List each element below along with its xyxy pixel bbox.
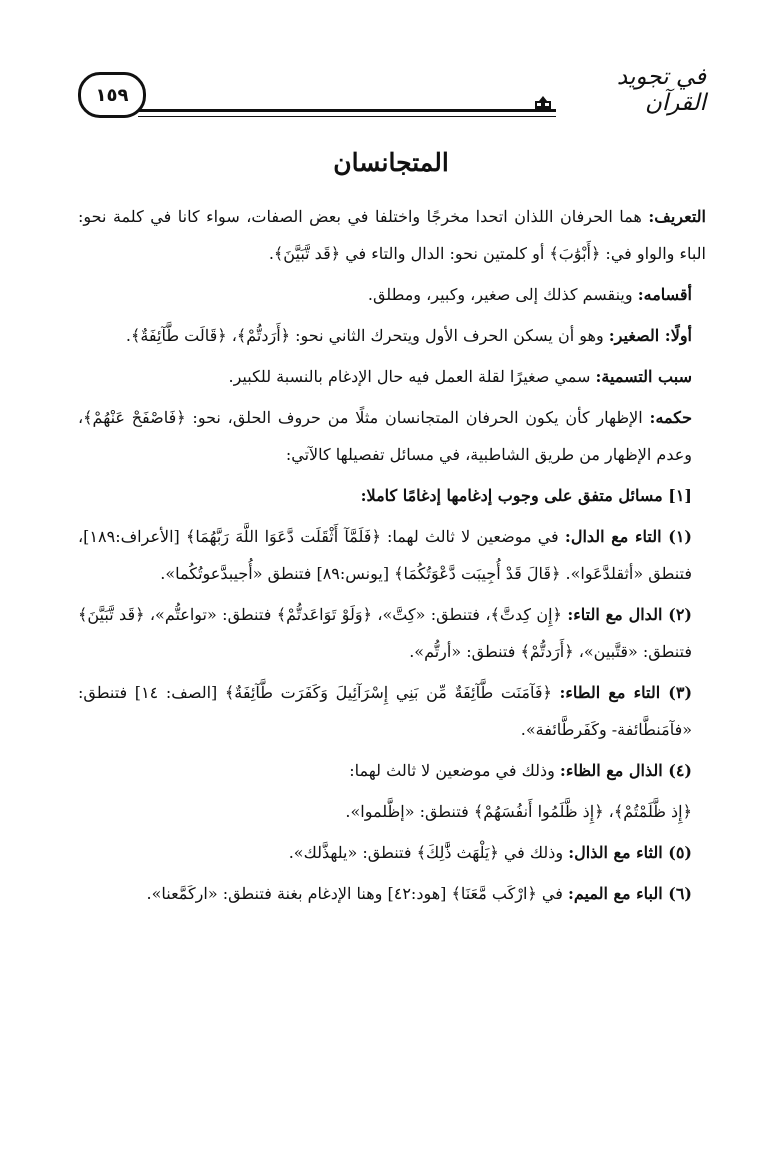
item-text: ﴿إِذ ظَّلَمْتُمْ﴾، ﴿إِذ ظَّلَمُوا أَنفُسَهُمْ﴾ فتنطق: «إظَّلموا». [345,802,692,821]
term-label: سبب التسمية: [595,367,692,386]
list-item [78,834,706,871]
paragraph-text: سمي صغيرًا لقلة العمل فيه حال الإدغام بالنسبة للكبير. [228,367,596,386]
item-label: (٦) الباء مع الميم: [567,884,692,903]
term-label: حكمه: [649,408,692,427]
page-title: المتجانسان [333,148,449,177]
body-text [78,198,706,916]
list-item [78,752,706,789]
item-text: في موضعين لا ثالث لهما: ﴿فَلَمَّآ أَثْقَلَت دَّعَوَا اللَّهَ رَبَّهُمَا﴾ [الأعراف:١٨٩]، فتنطق «أثقلدَّعَوا». ﴿قَالَ قَدْ أُجِيبَت دَّعْوَتُكُمَا﴾ [يونس:٨٩] فتنطق «أُجيبدَّعوتُكُما». [78,527,692,583]
paragraph-text: الإظهار كأن يكون الحرفان المتجانسان مثلًا من حروف الحلق، نحو: ﴿فَاصْفَحْ عَنْهُمْ﴾، وعدم الإظهار من طريق الشاطبية، في مسائل تفصيلها كالآتي: [78,408,692,464]
list-item-continuation [78,793,706,830]
header-rule [138,109,556,112]
term-label: أولًا: الصغير: [608,326,692,345]
ruling-paragraph [78,399,706,473]
item-label: (١) التاء مع الدال: [564,527,692,546]
book-icon [534,96,552,111]
item-label: (٢) الدال مع التاء: [567,605,692,624]
term-label: التعريف: [648,207,706,226]
item-label: (٥) الثاء مع الذال: [568,843,692,862]
header-rule-thin [138,116,556,117]
paragraph-text: وهو أن يسكن الحرف الأول ويتحرك الثاني نحو: ﴿أَرَدتُّمْ﴾، ﴿قَالَت طَّآئِفَةٌ﴾. [125,326,609,345]
list-item [78,596,706,670]
section-heading: [١] مسائل متفق على وجوب إدغامها إدغامًا كاملا: [360,486,692,505]
term-label: أقسامه: [637,285,692,304]
page-header [78,58,706,120]
list-item [78,518,706,592]
book-title: في تجويد القرآن [616,64,706,116]
item-label: (٣) التاء مع الطاء: [559,683,693,702]
paragraph-text: وينقسم كذلك إلى صغير، وكبير، ومطلق. [367,285,638,304]
naming-reason-paragraph [78,358,706,395]
list-item [78,674,706,748]
paragraph-text: هما الحرفان اللذان اتحدا مخرجًا واختلفا في بعض الصفات، سواء كانا في كلمة نحو: الباء والواو في: ﴿أَبْوَٰبَ﴾ أو كلمتين نحو: الدال والتاء في ﴿قَد تَّبَيَّنَ﴾. [78,207,706,263]
page-number: ١٥٩ [78,72,146,118]
definition-paragraph [78,198,706,272]
book-logo [556,62,706,118]
first-type-paragraph [78,317,706,354]
divisions-paragraph [78,276,706,313]
item-text: وذلك في موضعين لا ثالث لهما: [349,761,560,780]
item-text: ﴿إِن كِدتَّ﴾، فتنطق: «كِتَّ»، ﴿وَلَوْ تَوَاعَدتُّمْ﴾ فتنطق: «تواعتُّم»، ﴿قَد تَّبَيَّنَ﴾ فتنطق: «قتَّبين»، ﴿أَرَدتُّمْ﴾ فتنطق: «أرتُّم». [78,605,692,661]
item-label: (٤) الذال مع الظاء: [559,761,692,780]
item-text: ﴿فَآمَنَت طَّآئِفَةٌ مِّن بَنِي إِسْرَآئِيلَ وَكَفَرَت طَّآئِفَةٌ﴾ [الصف: ١٤] فتنطق: «فآمَنطَّائفة- وكَفَرطَّائفة». [78,683,692,739]
list-item [78,875,706,912]
item-text: في ﴿ارْكَب مَّعَنَا﴾ [هود:٤٢] وهنا الإدغام بغنة فتنطق: «اركَمَّعنا». [146,884,568,903]
item-text: وذلك في ﴿يَلْهَث ذَّٰلِكَ﴾ فتنطق: «يلهذَّلك». [288,843,569,862]
